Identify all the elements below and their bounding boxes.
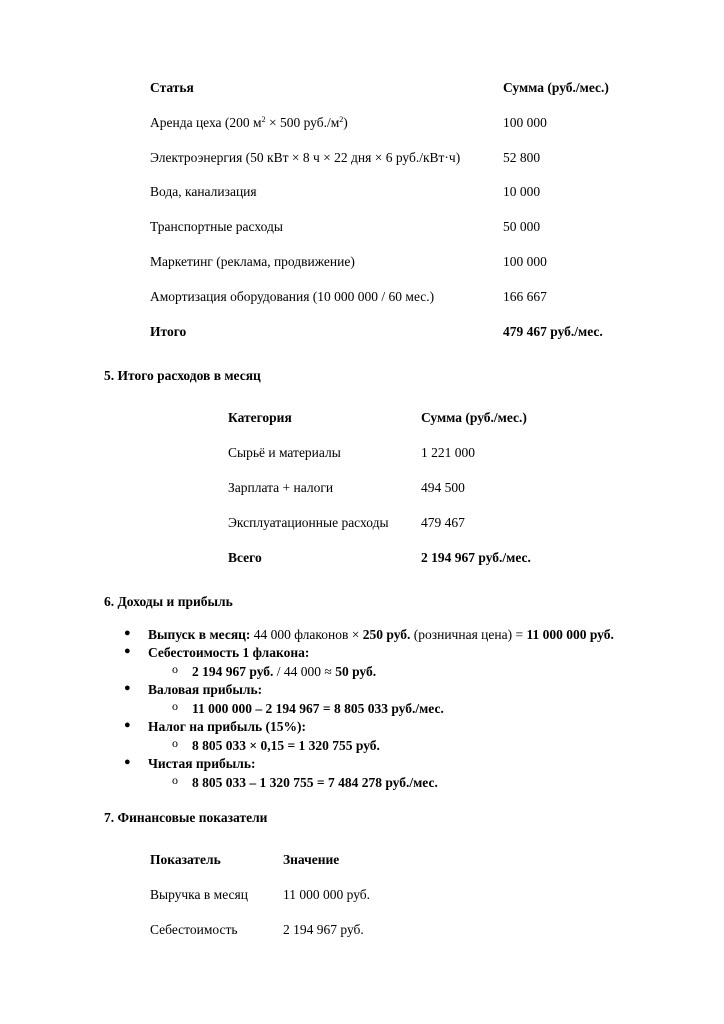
list-item-output: Выпуск в месяц: 44 000 флаконов × 250 руб. (розничная цена) = 11 000 000 руб. bbox=[148, 627, 614, 642]
section-7-heading: 7. Финансовые показатели bbox=[104, 810, 268, 825]
section-5-heading: 5. Итого расходов в месяц bbox=[104, 368, 261, 383]
sub-item-tax-calc: 8 805 033 × 0,15 = 1 320 755 руб. bbox=[192, 738, 380, 753]
header-sum: Сумма (руб./мес.) bbox=[421, 410, 527, 425]
sub-item-unit-cost-calc: 2 194 967 руб. / 44 000 ≈ 50 руб. bbox=[192, 664, 377, 679]
row-sum: 479 467 bbox=[421, 515, 465, 530]
row-sum: 494 500 bbox=[421, 480, 465, 495]
row-item: Выручка в месяц bbox=[150, 887, 248, 902]
sub-bullet-icon: o bbox=[172, 662, 178, 676]
header-sum: Сумма (руб./мес.) bbox=[503, 80, 609, 95]
row-item: Эксплуатационные расходы bbox=[228, 515, 389, 530]
row-item: Маркетинг (реклама, продвижение) bbox=[150, 254, 355, 269]
row-item: Сырьё и материалы bbox=[228, 445, 341, 460]
section-6-heading: 6. Доходы и прибыль bbox=[104, 594, 233, 609]
header-value: Значение bbox=[283, 852, 340, 867]
bullet-icon: ● bbox=[124, 627, 131, 639]
row-item: Вода, канализация bbox=[150, 184, 257, 199]
total-sum: 479 467 руб./мес. bbox=[503, 324, 603, 339]
row-item: Себестоимость bbox=[150, 922, 238, 937]
row-sum: 100 000 bbox=[503, 254, 547, 269]
row-item: Электроэнергия (50 кВт × 8 ч × 22 дня × 6 руб./кВт·ч) bbox=[150, 150, 461, 165]
header-indicator: Показатель bbox=[150, 852, 221, 867]
list-item-unit-cost: Себестоимость 1 флакона: bbox=[148, 645, 310, 660]
sub-bullet-icon: o bbox=[172, 773, 178, 787]
sub-bullet-icon: o bbox=[172, 699, 178, 713]
list-item-net-profit: Чистая прибыль: bbox=[148, 756, 256, 771]
total-label: Итого bbox=[150, 324, 187, 339]
list-item-gross-profit: Валовая прибыль: bbox=[148, 682, 263, 697]
bullet-icon: ● bbox=[124, 645, 131, 657]
row-item: Зарплата + налоги bbox=[228, 480, 334, 495]
header-category: Категория bbox=[228, 410, 292, 425]
sub-item-gross-calc: 11 000 000 – 2 194 967 = 8 805 033 руб./мес. bbox=[192, 701, 444, 716]
sub-item-net-calc: 8 805 033 – 1 320 755 = 7 484 278 руб./мес. bbox=[192, 775, 438, 790]
row-sum: 52 800 bbox=[503, 150, 541, 165]
row-sum: 1 221 000 bbox=[421, 445, 475, 460]
row-sum: 50 000 bbox=[503, 219, 541, 234]
sub-bullet-icon: o bbox=[172, 736, 178, 750]
row-sum: 100 000 bbox=[503, 115, 547, 130]
bullet-icon: ● bbox=[124, 682, 131, 694]
total-label: Всего bbox=[228, 550, 262, 565]
row-sum: 10 000 bbox=[503, 184, 541, 199]
list-item-tax: Налог на прибыль (15%): bbox=[148, 719, 307, 734]
total-sum: 2 194 967 руб./мес. bbox=[421, 550, 531, 565]
row-item: Амортизация оборудования (10 000 000 / 60 мес.) bbox=[150, 289, 435, 304]
bullet-icon: ● bbox=[124, 719, 131, 731]
row-value: 11 000 000 руб. bbox=[283, 887, 371, 902]
row-value: 2 194 967 руб. bbox=[283, 922, 364, 937]
header-item: Статья bbox=[150, 80, 194, 95]
row-item: Аренда цеха (200 $м^2 \times 500$ $руб./м^2$) bbox=[150, 115, 348, 130]
row-item: Транспортные расходы bbox=[150, 219, 283, 234]
row-sum: 166 667 bbox=[503, 289, 547, 304]
bullet-icon: ● bbox=[124, 756, 131, 768]
